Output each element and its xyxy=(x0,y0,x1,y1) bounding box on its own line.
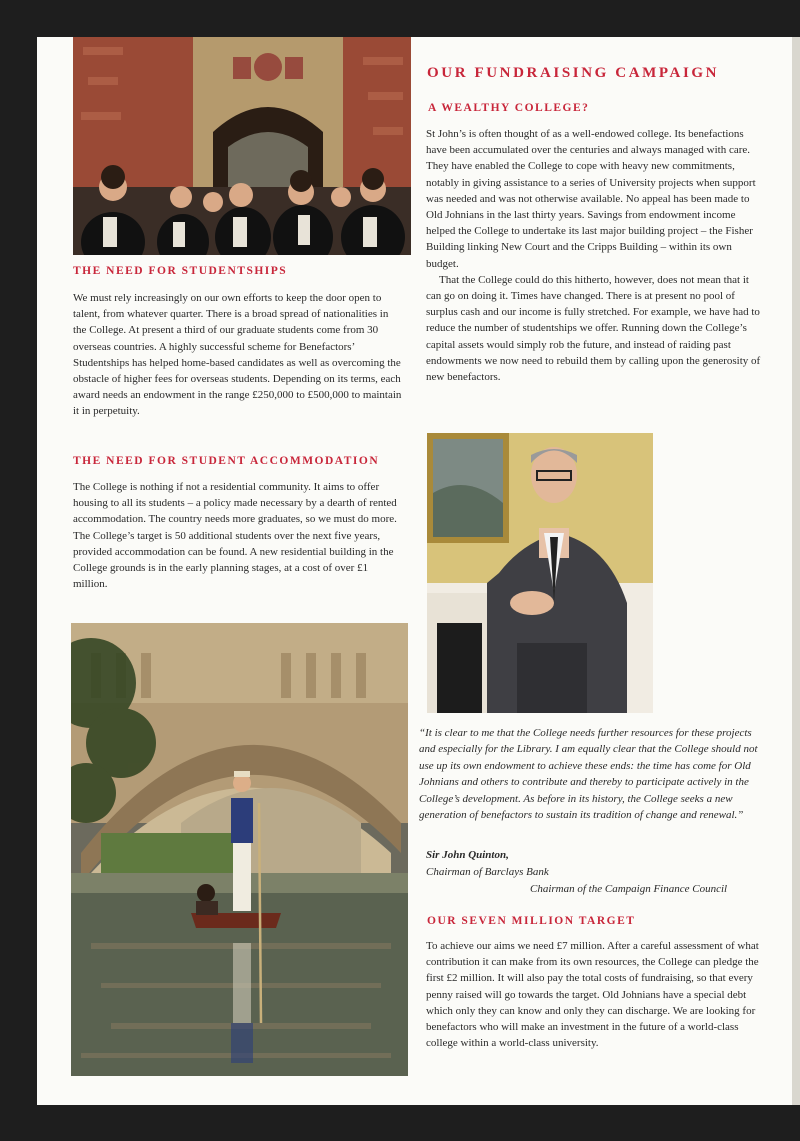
brochure-page xyxy=(37,37,797,1105)
quote-author-role-2: Chairman of the Campaign Finance Council xyxy=(530,883,728,895)
accommodation-heading: THE NEED FOR STUDENT ACCOMMODATION xyxy=(73,455,380,467)
quote-author-name: Sir John Quinton, xyxy=(426,849,509,861)
portrait-photo xyxy=(427,433,653,713)
target-heading: OUR SEVEN MILLION TARGET xyxy=(427,915,636,927)
gatehouse-photo xyxy=(73,37,411,255)
accommodation-text: The College is nothing if not a residential community. It aims to offer housing to all its students – a policy made necessary by a dearth of rented accommodation. The country needs more graduates, so we must do more. The College’s target is 50 additional students over the next five years, provided accommodation can be found. A new residential building in the College grounds is in the early planning stages, at a cost of over £1 million. xyxy=(73,481,397,591)
wealthy-paragraph-2: That the College could do this hitherto, however, does not mean that it can go on doing it. Times have changed. There is at present no pool of surplus cash and our income is fully stretched. For example, we have had to reduce the number of studentships we offer. Running down the College’s capital assets would simply rob the future, and instead of raiding past endowments we now need to rebuild them by calling upon the generosity of new benefactors. xyxy=(426,273,761,384)
page-edge xyxy=(792,37,800,1105)
wealthy-paragraph-1: St John’s is often thought of as a well-endowed college. Its benefactions have been accumulated over the centuries and always managed with care. They have enabled the College to cope with heavy new commitments, notably in giving assistance to a series of University projects when support was needed and was not otherwise available. No appeal has been made to Old Johnians in the last thirty years. Savings from endowment income helped the College to undertake its last major building project – the Fisher Building linking New Court and the Cripps Building – within its own budget. xyxy=(426,128,756,270)
studentships-text: We must rely increasingly on our own efforts to keep the door open to talent, from whatever quarter. There is a broad spread of nationalities in the College. At present a third of our graduate students come from 30 overseas countries. A highly successful scheme for Benefactors’ Studentships has helped home-based candidates as well as overcoming the obstacle of higher fees for overseas students. Depending on its terms, each award needs an endowment in the range £250,000 to £500,000 to maintain it in perpetuity. xyxy=(73,292,402,418)
bridge-punt-photo xyxy=(71,623,408,1076)
quote-author-role-1: Chairman of Barclays Bank xyxy=(426,866,549,878)
studentships-heading: THE NEED FOR STUDENTSHIPS xyxy=(73,265,288,277)
wealthy-college-text xyxy=(426,126,765,385)
campaign-heading: OUR FUNDRAISING CAMPAIGN xyxy=(427,65,720,81)
chairman-quote: “It is clear to me that the College needs further resources for these projects and especially for the Library. I am equally clear that the College should not use up its own endowment to achieve these ends: the time has come for Old Johnians and others to contribute and thereby to participate actively in the College’s development. As before in its history, the College seeks a new generation of benefactors to sustain its tradition of change and renewal.” xyxy=(419,727,758,822)
target-text: To achieve our aims we need £7 million. After a careful assessment of what contribution it can make from its own resources, the College can pledge the first £2 million. It will also pay the total costs of fundraising, so that every penny raised will go towards the target. Old Johnians have a special debt which only they can know and only they can discharge. We are looking for benefactors who will make an investment in the future of a world-class college within a world-class university. xyxy=(426,940,759,1050)
wealthy-college-heading: A WEALTHY COLLEGE? xyxy=(428,102,590,114)
